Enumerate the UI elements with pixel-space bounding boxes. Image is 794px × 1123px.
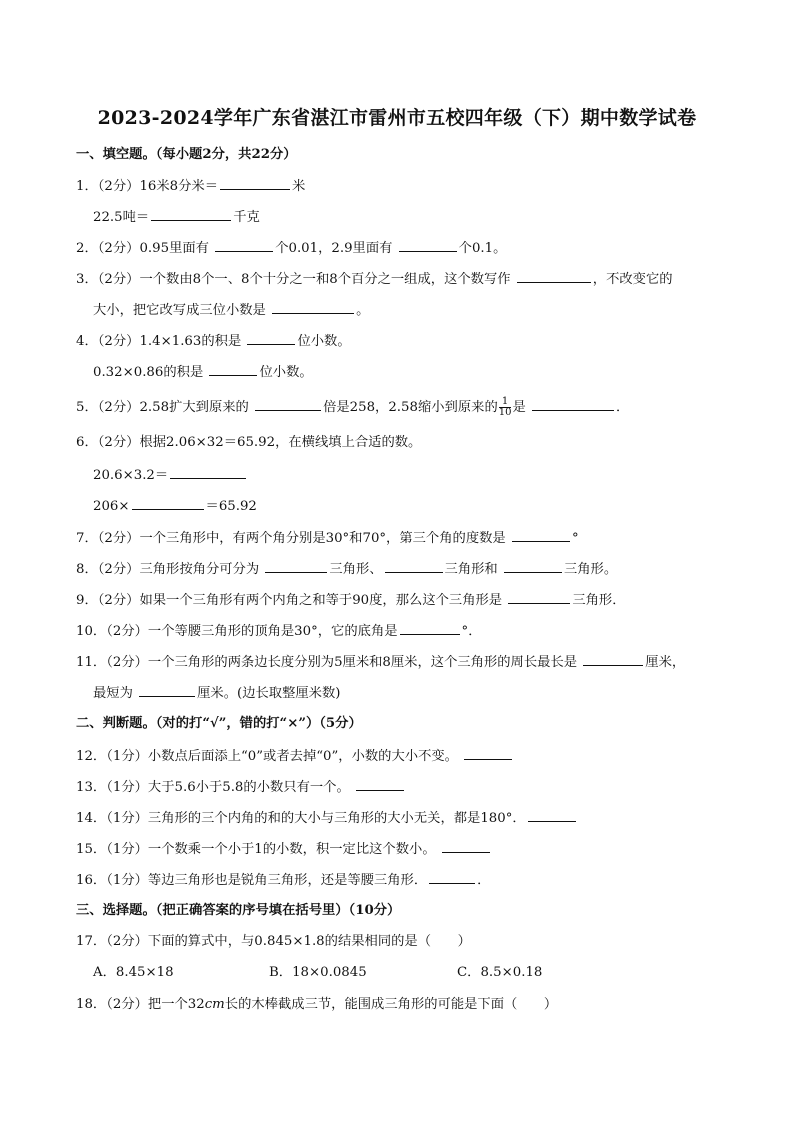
question-3-part-2 [93, 300, 369, 320]
q1-text-b: 米 [292, 179, 306, 194]
q18-unit: cm [204, 997, 225, 1012]
answer-blank[interactable] [220, 176, 290, 190]
option-a[interactable]: A．8.45×18 [93, 965, 174, 980]
q6-text-c: 206× [93, 499, 130, 514]
answer-blank[interactable] [400, 621, 460, 635]
answer-blank[interactable] [442, 839, 490, 853]
answer-blank[interactable] [265, 559, 327, 573]
answer-blank[interactable] [512, 528, 570, 542]
fraction-denominator: 10 [498, 407, 512, 418]
q8-text-c: 三角形和 [444, 562, 502, 577]
q4-text-c: 0.32×0.86的积是 [93, 365, 208, 380]
question-13 [76, 777, 406, 797]
q3-text-d: 。 [356, 303, 370, 318]
q4-text-b: 位小数。 [297, 334, 351, 349]
question-5 [76, 397, 629, 418]
q17-stem: 17．（2分）下面的算式中，与0.845×1.8的结果相同的是（ ） [76, 934, 471, 949]
answer-blank[interactable] [504, 559, 562, 573]
q10-text-a: 10．（2分）一个等腰三角形的顶角是30°，它的底角是 [76, 624, 398, 639]
question-10 [76, 621, 482, 641]
answer-blank[interactable] [356, 777, 404, 791]
answer-blank[interactable] [272, 300, 354, 314]
q11-text-c: 最短为 [93, 686, 138, 701]
answer-blank[interactable] [139, 683, 195, 697]
q11-text-a: 11．（2分）一个三角形的两条边长度分别为5厘米和8厘米，这个三角形的周长最长是 [76, 655, 582, 670]
question-16 [76, 870, 490, 890]
q11-text-b: 厘米， [645, 655, 686, 670]
q9-text-a: 9．（2分）如果一个三角形有两个内角之和等于90度，那么这个三角形是 [76, 593, 507, 608]
question-4-part-2 [93, 362, 313, 382]
q6-text-b: 20.6×3.2＝ [93, 468, 169, 483]
question-6-part-2 [93, 465, 248, 485]
q3-text-c: 大小，把它改写成三位小数是 [93, 303, 271, 318]
question-6-part-3 [93, 496, 257, 516]
q13-text: 13．（1分）大于5.6小于5.8的小数只有一个。 [76, 780, 354, 795]
q5-text-b: 倍是258，2.58缩小到原来的 [323, 400, 498, 415]
answer-blank[interactable] [464, 746, 512, 760]
question-15 [76, 839, 492, 859]
q16-text-b: ． [477, 873, 491, 888]
q10-text-b: °． [461, 624, 482, 639]
q8-text-a: 8．（2分）三角形按角分可分为 [76, 562, 264, 577]
answer-blank[interactable] [215, 238, 273, 252]
q18-text-a: 18．（2分）把一个32 [76, 997, 205, 1012]
answer-blank[interactable] [209, 362, 257, 376]
answer-blank[interactable] [385, 559, 443, 573]
q18-text-b: 长的木棒截成三节，能围成三角形的可能是下面（ ） [224, 997, 558, 1012]
q15-text: 15．（1分）一个数乘一个小于1的小数，积一定比这个数小。 [76, 842, 440, 857]
q11-text-d: 厘米。(边长取整厘米数) [197, 686, 341, 701]
answer-blank[interactable] [132, 496, 204, 510]
q16-text-a: 16．（1分）等边三角形也是锐角三角形，还是等腰三角形． [76, 873, 428, 888]
question-11 [76, 652, 685, 672]
answer-blank[interactable] [508, 590, 570, 604]
fraction-one-tenth [499, 397, 512, 418]
q3-text-a: 3．（2分）一个数由8个一、8个十分之一和8个百分之一组成，这个数写作 [76, 272, 515, 287]
section-true-false-heading: 二、判断题。（对的打“√”，错的打“×”）（5分） [76, 716, 362, 731]
question-11-part-2 [93, 683, 340, 703]
q1-text-c: 22.5吨＝ [93, 210, 150, 225]
section-multiple-choice-heading: 三、选择题。（把正确答案的序号填在括号里）（10分） [76, 903, 401, 918]
section-fill-in-heading: 一、填空题。（每小题2分，共22分） [76, 147, 297, 162]
q8-text-b: 三角形、 [329, 562, 383, 577]
answer-blank[interactable] [151, 207, 231, 221]
answer-blank[interactable] [429, 870, 475, 884]
question-3 [76, 269, 673, 289]
q7-text-b: ° [571, 531, 579, 546]
question-4 [76, 331, 351, 351]
answer-blank[interactable] [532, 397, 614, 411]
answer-blank[interactable] [517, 269, 591, 283]
q2-text-b: 个0.01，2.9里面有 [275, 241, 397, 256]
question-7 [76, 528, 579, 548]
q4-text-a: 4．（2分）1.4×1.63的积是 [76, 334, 246, 349]
exam-title: 2023-2024学年广东省湛江市雷州市五校四年级（下）期中数学试卷 [97, 107, 697, 129]
q5-text-a: 5．（2分）2.58扩大到原来的 [76, 400, 254, 415]
question-2 [76, 238, 506, 258]
q3-text-b: ，不改变它的 [592, 272, 673, 287]
question-17-options [93, 964, 542, 982]
question-1-part-2 [93, 207, 260, 227]
q2-text-a: 2．（2分）0.95里面有 [76, 241, 214, 256]
answer-blank[interactable] [528, 808, 576, 822]
q1-text-a: 1．（2分）16米8分米＝ [76, 179, 219, 194]
q9-text-b: 三角形． [572, 593, 626, 608]
question-1 [76, 176, 305, 196]
answer-blank[interactable] [247, 331, 295, 345]
q4-text-d: 位小数。 [259, 365, 313, 380]
q7-text-a: 7．（2分）一个三角形中，有两个角分别是30°和70°，第三个角的度数是 [76, 531, 510, 546]
q6-text-a: 6．（2分）根据2.06×32＝65.92，在横线填上合适的数。 [76, 435, 422, 450]
answer-blank[interactable] [583, 652, 643, 666]
q8-text-d: 三角形。 [563, 562, 618, 577]
question-17 [76, 933, 471, 951]
q14-text: 14．（1分）三角形的三个内角的和的大小与三角形的大小无关，都是180°． [76, 811, 526, 826]
question-9 [76, 590, 626, 610]
q2-text-c: 个0.1。 [458, 241, 507, 256]
q6-text-d: ＝65.92 [205, 499, 257, 514]
fraction-numerator: 1 [499, 397, 512, 408]
q5-text-d: ． [616, 400, 630, 415]
answer-blank[interactable] [399, 238, 457, 252]
question-12 [76, 746, 514, 766]
question-14 [76, 808, 578, 828]
question-18 [76, 996, 557, 1014]
option-c[interactable]: C．8.5×0.18 [457, 965, 543, 980]
q12-text: 12．（1分）小数点后面添上“0”或者去掉“0”，小数的大小不变。 [76, 749, 463, 764]
answer-blank[interactable] [170, 465, 246, 479]
answer-blank[interactable] [255, 397, 321, 411]
question-6 [76, 434, 421, 452]
q1-text-d: 千克 [233, 210, 260, 225]
question-8 [76, 559, 617, 579]
q5-text-c: 是 [512, 400, 531, 415]
option-b[interactable]: B．18×0.0845 [269, 965, 367, 980]
